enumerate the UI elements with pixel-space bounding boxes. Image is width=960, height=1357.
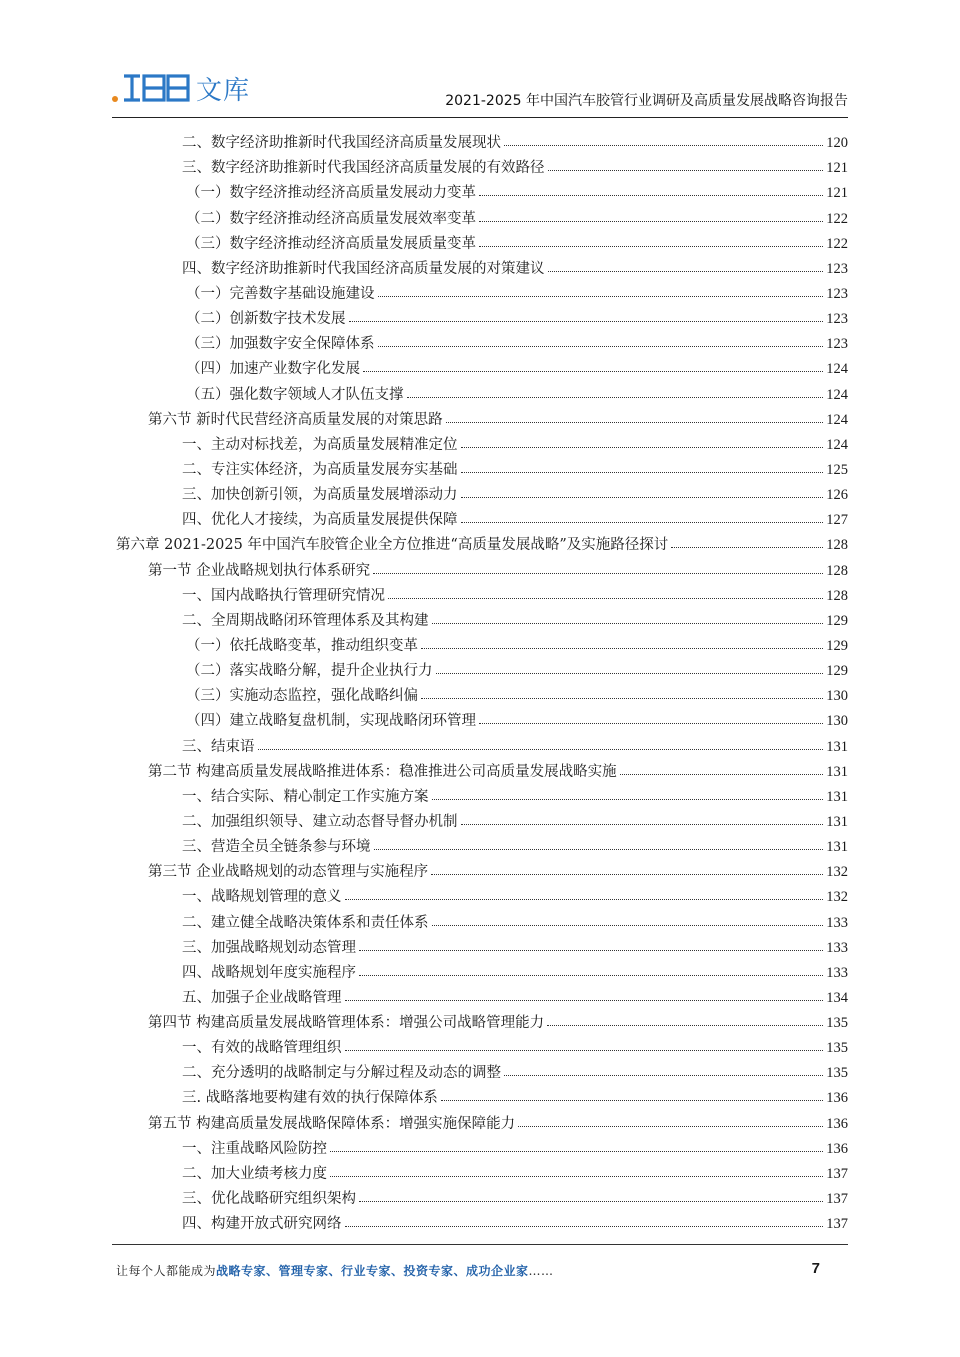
toc-entry[interactable] — [112, 228, 848, 253]
toc-leader-dots — [345, 899, 824, 900]
toc-leader-dots — [345, 1050, 824, 1051]
toc-entry[interactable] — [112, 831, 848, 856]
toc-leader-dots — [461, 824, 824, 825]
toc-entry[interactable] — [112, 529, 848, 554]
toc-entry[interactable] — [112, 957, 848, 982]
toc-leader-dots — [258, 749, 824, 750]
toc-entry-title: 四、优化人才接续，为高质量发展提供保障 — [182, 512, 458, 529]
toc-leader-dots — [620, 774, 824, 775]
toc-entry[interactable] — [112, 303, 848, 328]
toc-entry[interactable] — [112, 479, 848, 504]
toc-leader-dots — [359, 975, 823, 976]
toc-entry-page: 137 — [826, 1216, 848, 1233]
toc-entry-page: 131 — [826, 788, 848, 805]
toc-leader-dots — [421, 648, 823, 649]
toc-entry[interactable] — [112, 202, 848, 227]
logo-mark-icon — [122, 72, 192, 104]
toc-leader-dots — [461, 447, 824, 448]
toc-entry-page: 124 — [826, 361, 848, 378]
toc-entry[interactable] — [112, 127, 848, 152]
toc-entry-page: 137 — [826, 1191, 848, 1208]
toc-leader-dots — [461, 497, 824, 498]
footer-slogan — [116, 1262, 554, 1279]
toc-leader-dots — [548, 271, 824, 272]
toc-entry[interactable] — [112, 1133, 848, 1158]
toc-entry-title: （五）强化数字领域人才队伍支撑 — [186, 386, 404, 403]
toc-entry[interactable] — [112, 429, 848, 454]
toc-entry-page: 132 — [826, 864, 848, 881]
toc-leader-dots — [349, 321, 824, 322]
toc-leader-dots — [345, 1226, 824, 1227]
toc-entry[interactable] — [112, 152, 848, 177]
toc-entry-title: （四）加速产业数字化发展 — [186, 361, 360, 378]
toc-entry-page: 133 — [826, 914, 848, 931]
toc-leader-dots — [432, 925, 824, 926]
toc-entry-title: （一）依托战略变革，推动组织变革 — [186, 637, 418, 654]
toc-entry-title: 第五节 构建高质量发展战略保障体系：增强实施保障能力 — [148, 1115, 516, 1132]
toc-entry[interactable] — [112, 1208, 848, 1233]
toc-entry[interactable] — [112, 806, 848, 831]
toc-leader-dots — [441, 1100, 824, 1101]
toc-leader-dots — [407, 397, 824, 398]
toc-entry-page: 133 — [826, 939, 848, 956]
toc-entry-title: 第六章 2021-2025 年中国汽车胶管企业全方位推进“高质量发展战略”及实施路径探讨 — [116, 537, 669, 554]
toc-entry[interactable] — [112, 1032, 848, 1057]
toc-entry-page: 123 — [826, 260, 848, 277]
toc-entry-title: 二、充分透明的战略制定与分解过程及动态的调整 — [182, 1065, 501, 1082]
toc-entry[interactable] — [112, 1082, 848, 1107]
toc-leader-dots — [374, 849, 824, 850]
logo-dot — [112, 96, 118, 102]
toc-leader-dots — [518, 1126, 823, 1127]
toc-leader-dots — [432, 623, 824, 624]
toc-entry-title: （三）加强数字安全保障体系 — [186, 336, 375, 353]
toc-entry[interactable] — [112, 605, 848, 630]
toc-entry-page: 120 — [826, 135, 848, 152]
toc-entry-page: 131 — [826, 839, 848, 856]
toc-entry-page: 131 — [826, 813, 848, 830]
toc-entry-page: 137 — [826, 1165, 848, 1182]
toc-entry-title: （四）建立战略复盘机制，实现战略闭环管理 — [186, 713, 476, 730]
toc-entry[interactable] — [112, 580, 848, 605]
toc-entry[interactable] — [112, 404, 848, 429]
toc-entry-page: 124 — [826, 436, 848, 453]
toc-entry-title: 第四节 构建高质量发展战略管理体系：增强公司战略管理能力 — [148, 1015, 545, 1032]
toc-entry-title: 第二节 构建高质量发展战略推进体系：稳准推进公司高质量发展战略实施 — [148, 763, 617, 780]
toc-entry-title: 第三节 企业战略规划的动态管理与实施程序 — [148, 864, 429, 881]
toc-leader-dots — [330, 1151, 823, 1152]
toc-entry-title: 一、战略规划管理的意义 — [182, 889, 342, 906]
toc-entry-title: （三）实施动态监控，强化战略纠偏 — [186, 688, 418, 705]
toc-entry[interactable] — [112, 454, 848, 479]
toc-leader-dots — [388, 598, 823, 599]
toc-entry-page: 122 — [826, 210, 848, 227]
toc-entry[interactable] — [112, 253, 848, 278]
footer-divider — [112, 1244, 848, 1245]
toc-leader-dots — [504, 145, 823, 146]
toc-entry-page: 133 — [826, 964, 848, 981]
toc-entry-page: 130 — [826, 688, 848, 705]
toc-entry-title: 三、优化战略研究组织架构 — [182, 1191, 356, 1208]
toc-entry-page: 135 — [826, 1040, 848, 1057]
toc-entry-page: 129 — [826, 663, 848, 680]
toc-entry-page: 128 — [826, 587, 848, 604]
toc-entry[interactable] — [112, 655, 848, 680]
toc-entry-page: 126 — [826, 487, 848, 504]
toc-leader-dots — [345, 1000, 824, 1001]
toc-entry[interactable] — [112, 906, 848, 931]
logo — [112, 68, 250, 108]
toc-entry[interactable] — [112, 1057, 848, 1082]
page-number: 7 — [811, 1260, 820, 1277]
toc-entry[interactable] — [112, 177, 848, 202]
toc-entry-title: 一、国内战略执行管理研究情况 — [182, 587, 385, 604]
slogan-prefix: 让每个人都能成为 — [116, 1264, 217, 1278]
toc-entry-page: 136 — [826, 1140, 848, 1157]
toc-entry-title: （二）创新数字技术发展 — [186, 311, 346, 328]
toc-entry-page: 130 — [826, 713, 848, 730]
toc-leader-dots — [373, 573, 823, 574]
toc-leader-dots — [432, 799, 824, 800]
toc-entry-page: 136 — [826, 1090, 848, 1107]
toc-leader-dots — [479, 221, 823, 222]
document-title: 2021-2025 年中国汽车胶管行业调研及高质量发展战略咨询报告 — [445, 93, 848, 109]
toc-entry-title: 三、营造全员全链条参与环境 — [182, 839, 371, 856]
toc-leader-dots — [547, 1025, 823, 1026]
toc-entry-title: 二、数字经济助推新时代我国经济高质量发展现状 — [182, 135, 501, 152]
toc-entry[interactable] — [112, 982, 848, 1007]
toc-entry-title: 四、数字经济助推新时代我国经济高质量发展的对策建议 — [182, 260, 545, 277]
toc-entry[interactable] — [112, 881, 848, 906]
toc-entry[interactable] — [112, 1183, 848, 1208]
toc-entry-title: （一）完善数字基础设施建设 — [186, 285, 375, 302]
toc-entry[interactable] — [112, 278, 848, 303]
toc-entry-title: 第六节 新时代民营经济高质量发展的对策思路 — [148, 411, 443, 428]
toc-entry-title: 二、加大业绩考核力度 — [182, 1165, 327, 1182]
toc-leader-dots — [461, 522, 824, 523]
toc-entry-title: （二）落实战略分解，提升企业执行力 — [186, 663, 433, 680]
toc-leader-dots — [479, 195, 823, 196]
toc-entry-page: 131 — [826, 763, 848, 780]
toc-leader-dots — [446, 422, 824, 423]
toc-entry-title: 三. 战略落地要构建有效的执行保障体系 — [182, 1090, 438, 1107]
toc-entry[interactable] — [112, 856, 848, 881]
toc-entry-page: 121 — [826, 185, 848, 202]
toc-entry[interactable] — [112, 504, 848, 529]
toc-entry[interactable] — [112, 1107, 848, 1132]
toc-entry-page: 127 — [826, 512, 848, 529]
toc-entry-title: （二）数字经济推动经济高质量发展效率变革 — [186, 210, 476, 227]
toc-entry-page: 128 — [826, 537, 848, 554]
toc-leader-dots — [436, 673, 824, 674]
toc-entry-title: 三、数字经济助推新时代我国经济高质量发展的有效路径 — [182, 160, 545, 177]
page-header — [112, 60, 848, 116]
toc-leader-dots — [363, 371, 823, 372]
toc-entry[interactable] — [112, 353, 848, 378]
logo-text: 文库 — [196, 75, 251, 106]
toc-entry-title: 三、结束语 — [182, 738, 255, 755]
toc-leader-dots — [359, 950, 823, 951]
toc-entry-title: 二、全周期战略闭环管理体系及其构建 — [182, 612, 429, 629]
toc-leader-dots — [431, 874, 823, 875]
toc-entry-title: 第一节 企业战略规划执行体系研究 — [148, 562, 371, 579]
toc-leader-dots — [671, 547, 823, 548]
toc-entry-page: 136 — [826, 1115, 848, 1132]
header-divider — [112, 117, 848, 118]
toc-entry[interactable] — [112, 756, 848, 781]
toc-entry-title: 一、结合实际、精心制定工作实施方案 — [182, 788, 429, 805]
toc-entry[interactable] — [112, 1158, 848, 1183]
slogan-emphasis: 战略专家、管理专家、行业专家、投资专家、成功企业家 — [216, 1264, 529, 1278]
toc-entry[interactable] — [112, 1007, 848, 1032]
toc-entry-title: 三、加快创新引领，为高质量发展增添动力 — [182, 487, 458, 504]
toc-leader-dots — [548, 170, 824, 171]
toc-entry-title: 二、加强组织领导、建立动态督导督办机制 — [182, 813, 458, 830]
toc-entry-title: 四、战略规划年度实施程序 — [182, 964, 356, 981]
toc-entry-title: 二、专注实体经济，为高质量发展夯实基础 — [182, 461, 458, 478]
toc-entry[interactable] — [112, 630, 848, 655]
toc-entry-page: 122 — [826, 235, 848, 252]
toc-leader-dots — [504, 1075, 823, 1076]
toc-entry-page: 135 — [826, 1065, 848, 1082]
toc-entry[interactable] — [112, 328, 848, 353]
toc-entry-page: 124 — [826, 386, 848, 403]
toc-entry-page: 135 — [826, 1015, 848, 1032]
toc-leader-dots — [359, 1201, 823, 1202]
toc-entry-title: （一）数字经济推动经济高质量发展动力变革 — [186, 185, 476, 202]
toc-entry-title: 五、加强子企业战略管理 — [182, 989, 342, 1006]
toc-entry[interactable] — [112, 705, 848, 730]
toc-entry-title: 一、有效的战略管理组织 — [182, 1040, 342, 1057]
toc-leader-dots — [479, 246, 823, 247]
toc-entry-title: 一、注重战略风险防控 — [182, 1140, 327, 1157]
toc-entry[interactable] — [112, 378, 848, 403]
slogan-suffix: …… — [528, 1264, 554, 1278]
toc-entry-title: 三、加强战略规划动态管理 — [182, 939, 356, 956]
toc-entry-page: 131 — [826, 738, 848, 755]
toc-entry-page: 123 — [826, 311, 848, 328]
toc-entry-page: 121 — [826, 160, 848, 177]
toc-leader-dots — [479, 723, 823, 724]
toc-entry-title: 四、构建开放式研究网络 — [182, 1216, 342, 1233]
toc-entry[interactable] — [112, 680, 848, 705]
toc-entry-title: 二、建立健全战略决策体系和责任体系 — [182, 914, 429, 931]
toc-leader-dots — [378, 296, 824, 297]
toc-leader-dots — [330, 1176, 823, 1177]
toc-leader-dots — [378, 346, 824, 347]
toc-leader-dots — [461, 472, 824, 473]
toc-entry[interactable] — [112, 781, 848, 806]
toc-entry-page: 124 — [826, 411, 848, 428]
toc-entry-title: 一、主动对标找差，为高质量发展精准定位 — [182, 436, 458, 453]
toc-entry-title: （三）数字经济推动经济高质量发展质量变革 — [186, 235, 476, 252]
toc-entry[interactable] — [112, 554, 848, 579]
table-of-contents — [112, 127, 848, 1233]
toc-entry-page: 129 — [826, 612, 848, 629]
toc-entry-page: 128 — [826, 562, 848, 579]
toc-entry-page: 132 — [826, 889, 848, 906]
toc-entry-page: 123 — [826, 285, 848, 302]
toc-entry-page: 123 — [826, 336, 848, 353]
toc-entry[interactable] — [112, 932, 848, 957]
toc-leader-dots — [421, 698, 823, 699]
toc-entry[interactable] — [112, 730, 848, 755]
toc-entry-page: 129 — [826, 637, 848, 654]
toc-entry-page: 134 — [826, 989, 848, 1006]
toc-entry-page: 125 — [826, 461, 848, 478]
